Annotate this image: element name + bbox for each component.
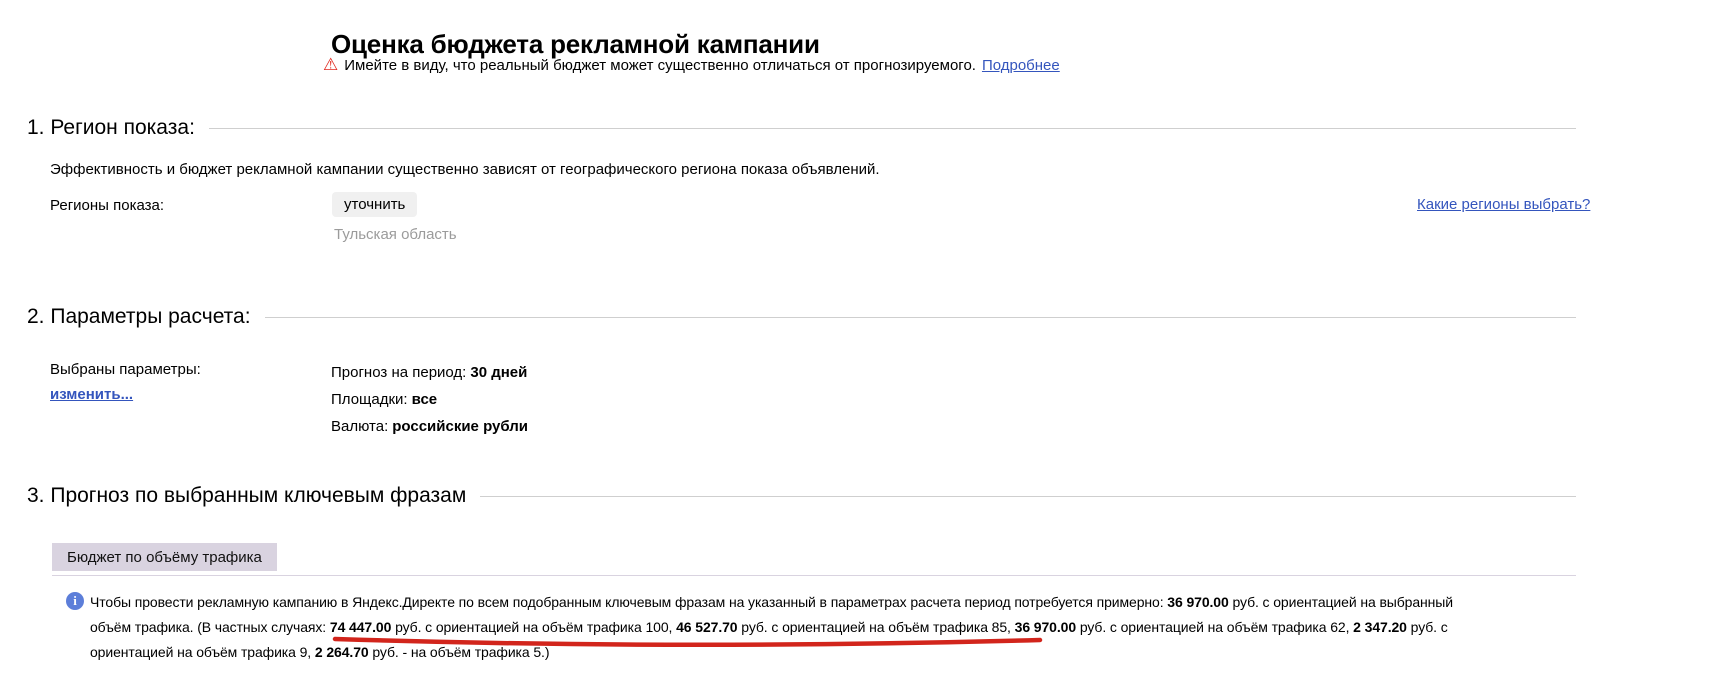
regions-label: Регионы показа:	[50, 197, 165, 214]
warning-triangle-icon: ⚠	[323, 55, 339, 74]
refine-region-button[interactable]: уточнить	[332, 192, 417, 217]
forecast-text	[90, 590, 1453, 665]
param-value: российские рубли	[392, 418, 529, 435]
budget-warning	[323, 57, 1060, 74]
tab-budget-by-traffic-volume[interactable]: Бюджет по объёму трафика	[52, 543, 277, 571]
which-regions-link[interactable]: Какие регионы выбрать?	[1417, 196, 1591, 213]
param-row-currency	[331, 413, 528, 440]
region-description: Эффективность и бюджет рекламной кампании существенно зависят от географического региона показа объявлений.	[50, 161, 880, 178]
param-label: Площадки:	[331, 391, 408, 408]
details-link[interactable]: Подробнее	[981, 57, 1060, 74]
param-label: Валюта:	[331, 418, 389, 435]
section-1-heading: 1. Регион показа:	[27, 116, 195, 139]
forecast-line: ориентацией на объём трафика 9, 2 264.70 руб. - на объём трафика 5.)	[90, 644, 550, 660]
section-divider	[480, 496, 1576, 497]
tab-panel-divider	[52, 575, 1576, 576]
param-value: 30 дней	[470, 364, 528, 381]
section-3-heading: 3. Прогноз по выбранным ключевым фразам	[27, 484, 467, 507]
param-label: Прогноз на период:	[331, 364, 467, 381]
forecast-line: объём трафика. (В частных случаях: 74 447.00 руб. с ориентацией на объём трафика 100, 46 527.70 руб. с ориентацией на объём трафика 85, 36 970.00 руб. с ориентацией на объём трафика 62, 2 347.20 руб. с	[90, 619, 1448, 635]
section-2-heading: 2. Параметры расчета:	[27, 305, 251, 328]
change-params-link[interactable]: изменить...	[50, 386, 134, 403]
calculation-params	[331, 359, 528, 440]
section-3-header	[27, 484, 1576, 508]
param-row-period	[331, 359, 528, 386]
selected-params-label: Выбраны параметры:	[50, 361, 201, 378]
section-divider	[209, 128, 1576, 129]
info-icon: i	[66, 592, 84, 610]
selected-region-value: Тульская область	[334, 226, 457, 243]
param-row-platforms	[331, 386, 528, 413]
section-divider	[265, 317, 1576, 318]
warning-text: Имейте в виду, что реальный бюджет может существенно отличаться от прогнозируемого.	[344, 57, 976, 74]
section-1-header	[27, 116, 1576, 140]
param-value: все	[411, 391, 438, 408]
forecast-line: Чтобы провести рекламную кампанию в Яндекс.Директе по всем подобранным ключевым фразам на указанный в параметрах расчета период потребуется примерно: 36 970.00 руб. с ориентацией на выбранный	[90, 594, 1453, 610]
section-2-header	[27, 305, 1576, 329]
page-title: Оценка бюджета рекламной кампании	[331, 29, 820, 60]
